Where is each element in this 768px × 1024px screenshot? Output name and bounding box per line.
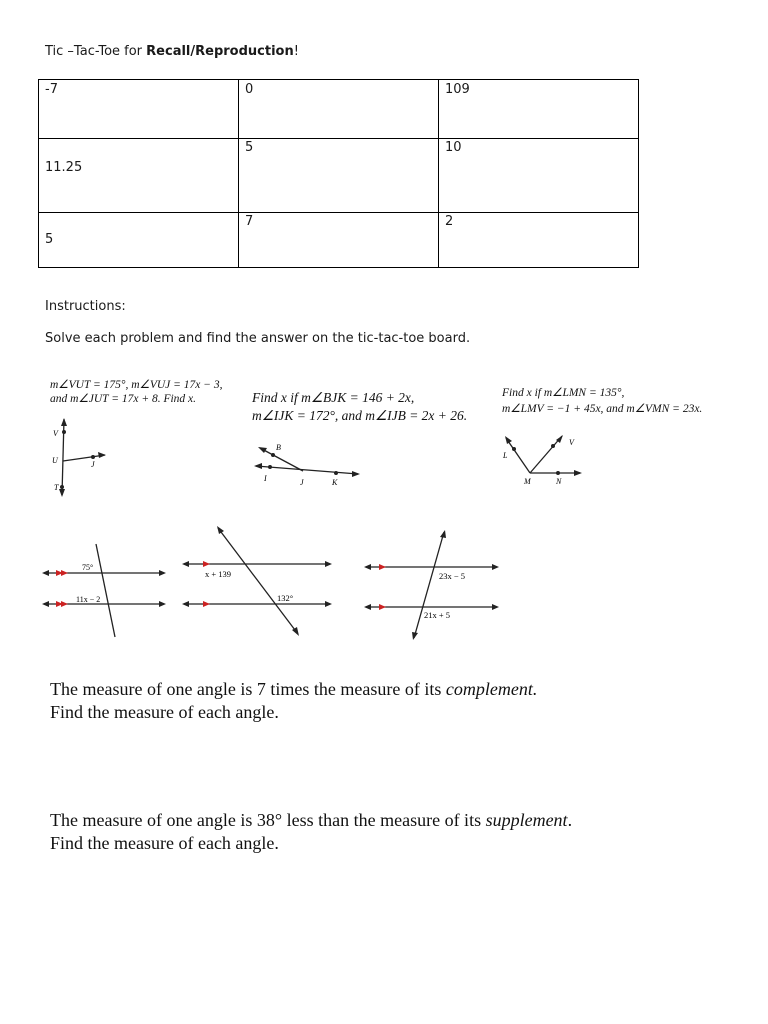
- ray-line: [530, 436, 562, 473]
- arrowhead: [61, 418, 67, 426]
- parallel-marker: [61, 570, 68, 576]
- problem-6-diagram: [362, 528, 502, 643]
- board-cell: 0: [239, 80, 439, 139]
- point: [551, 444, 555, 448]
- point: [60, 485, 64, 489]
- arrowhead: [364, 564, 371, 570]
- arrowhead: [159, 601, 166, 607]
- label-v: V: [569, 438, 574, 447]
- problem-2-diagram: [248, 435, 368, 490]
- arrowhead: [412, 632, 418, 640]
- problem-3-statement: Find x if m∠LMN = 135°, m∠LMV = −1 + 45x, and m∠VMN = 23x.: [502, 387, 703, 415]
- point: [91, 455, 95, 459]
- parallel-marker: [61, 601, 68, 607]
- arrowhead: [217, 526, 224, 534]
- arrowhead: [492, 564, 499, 570]
- arrowhead: [352, 471, 360, 477]
- problem-3-diagram: [498, 428, 588, 490]
- angle-label: 132°: [277, 593, 294, 603]
- problem-1-diagram: [45, 415, 125, 500]
- label-m: M: [524, 477, 531, 486]
- label-b: B: [276, 443, 281, 452]
- transversal: [414, 532, 444, 638]
- point: [268, 465, 272, 469]
- arrowhead: [42, 570, 49, 576]
- transversal: [96, 544, 115, 637]
- arrowhead: [325, 561, 332, 567]
- label-j: J: [91, 460, 95, 469]
- arrowhead: [159, 570, 166, 576]
- arrowhead: [440, 530, 446, 538]
- angle-label: 75°: [82, 563, 94, 572]
- point: [271, 453, 275, 457]
- page-title: Tic –Tac-Toe for Recall/Reproduction!: [45, 44, 299, 59]
- arrowhead: [182, 601, 189, 607]
- parallel-marker: [379, 564, 386, 570]
- instructions-heading: Instructions:: [45, 299, 126, 314]
- label-t: T: [54, 483, 59, 492]
- transversal: [218, 528, 298, 634]
- board-cell: 11.25: [39, 139, 239, 213]
- label-u: U: [52, 456, 58, 465]
- arrowhead: [59, 489, 65, 497]
- point: [334, 471, 338, 475]
- parallel-marker: [379, 604, 386, 610]
- arrowhead: [254, 463, 262, 469]
- parallel-marker: [203, 561, 210, 567]
- arrowhead: [325, 601, 332, 607]
- board-cell: 5: [239, 139, 439, 213]
- arrowhead: [182, 561, 189, 567]
- arrowhead: [258, 447, 267, 453]
- arrowhead: [98, 452, 106, 458]
- problem-1-statement: m∠VUT = 175°, m∠VUJ = 17x − 3, and m∠JUT = 17x + 8. Find x.: [50, 379, 223, 405]
- arrowhead: [42, 601, 49, 607]
- angle-label: x + 139: [205, 569, 232, 579]
- ray-line: [506, 438, 530, 473]
- angle-label: 21x + 5: [424, 610, 451, 620]
- problem-4-diagram: [40, 540, 170, 640]
- arrowhead: [574, 470, 582, 476]
- arrowhead: [364, 604, 371, 610]
- label-n: N: [556, 477, 562, 486]
- label-v: V: [53, 429, 58, 438]
- tic-tac-toe-board: [38, 79, 639, 268]
- board-cell: 10: [439, 139, 639, 213]
- arrowhead: [492, 604, 499, 610]
- problem-8-statement: The measure of one angle is 38° less than the measure of its supplement. Find the measure of each angle.: [50, 810, 573, 853]
- label-l: L: [503, 451, 508, 460]
- angle-label: 11x − 2: [76, 595, 101, 604]
- instructions-text: Solve each problem and find the answer on the tic-tac-toe board.: [45, 331, 471, 346]
- board-cell: 7: [239, 213, 439, 268]
- problem-5-diagram: [180, 524, 335, 639]
- parallel-marker: [203, 601, 210, 607]
- label-i: I: [264, 474, 267, 483]
- problem-7-statement: The measure of one angle is 7 times the measure of its complement. Find the measure of each angle.: [50, 679, 538, 722]
- label-k: K: [332, 478, 338, 487]
- angle-label: 23x − 5: [439, 571, 466, 581]
- board-cell: 109: [439, 80, 639, 139]
- board-cell: 2: [439, 213, 639, 268]
- point: [556, 471, 560, 475]
- point: [62, 430, 66, 434]
- arrowhead: [505, 436, 512, 444]
- point: [512, 447, 516, 451]
- board-cell: 5: [39, 213, 239, 268]
- board-cell: -7: [39, 80, 239, 139]
- problem-2-statement: Find x if m∠BJK = 146 + 2x, m∠IJK = 172°, and m∠IJB = 2x + 26.: [252, 390, 468, 423]
- label-j: J: [300, 478, 304, 487]
